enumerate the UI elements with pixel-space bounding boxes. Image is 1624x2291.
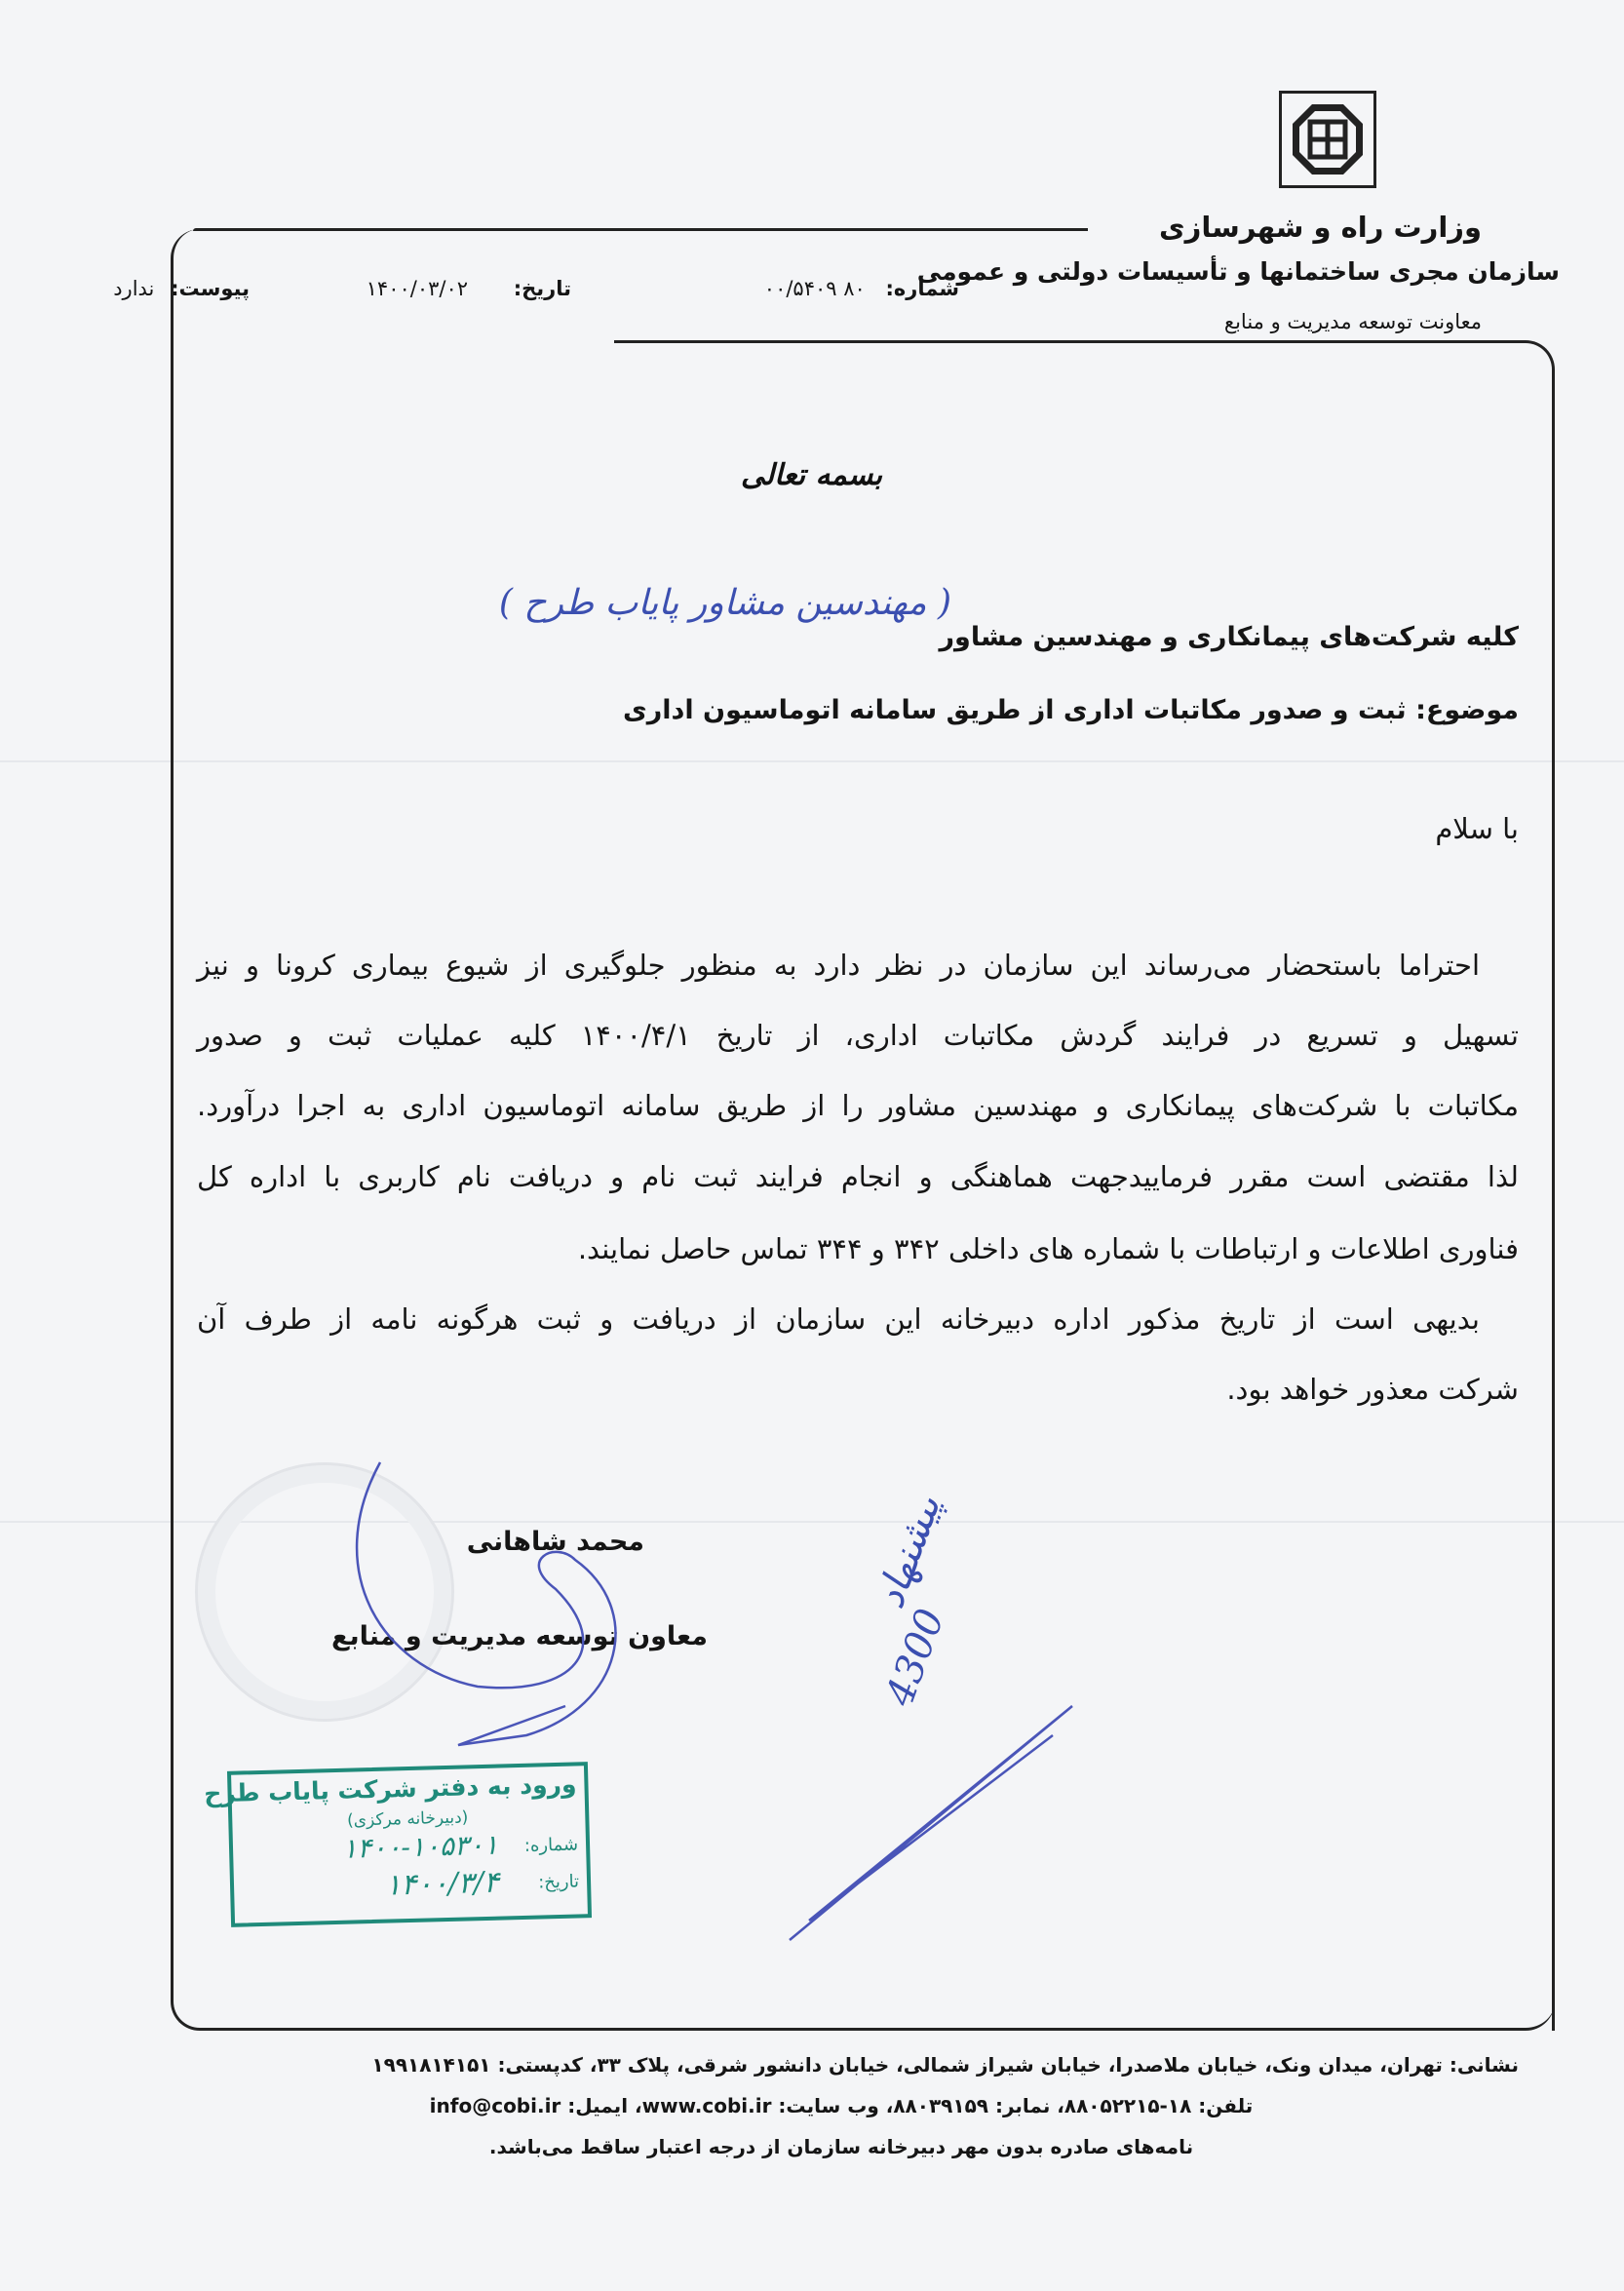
department-name: معاونت توسعه مدیریت و منابع [1223, 310, 1482, 333]
body-line: تسهیل و تسریع در فرایند گردش مکاتبات اداری، از تاریخ ۱۴۰۰/۴/۱ کلیه عملیات ثبت و صدور [197, 1019, 1519, 1052]
date-value: ۱۴۰۰/۰۳/۰۲ [366, 277, 469, 300]
body-line: لذا مقتضی است مقرر فرمایید‌جهت هماهنگی و انجام فرایند ثبت نام و دریافت نام کاربری با اداره کل [197, 1160, 1519, 1193]
greeting: با سلام [1435, 812, 1519, 845]
handwritten-number: 4300 [877, 1603, 954, 1712]
signatory-title: معاون توسعه مدیریت و منابع [331, 1621, 708, 1651]
stamp-title: ورود به دفتر شرکت پایاب طرح [203, 1769, 577, 1808]
footer-address: نشانی: تهران، میدان ونک، خیابان ملاصدرا، خیابان شیراز شمالی، خیابان دانشور شرقی، پلاک ۳۳، کدپستی: ۱۹۹۱۸۱۴۱۵۱ [371, 2053, 1519, 2077]
body-line: احتراما باستحضار می‌رساند این سازمان در نظر دارد به منظور جلوگیری از شیوع بیماری کرونا و نیز [197, 949, 1480, 982]
handwritten-note: پیشنهاد [868, 1489, 950, 1614]
signature-scribble [322, 1453, 741, 1755]
signatory-name: محمد شاهانی [466, 1527, 644, 1557]
organization-name: سازمان مجری ساختمانها و تأسیسات دولتی و عمومی [916, 257, 1560, 286]
attachment-value: ندارد [113, 277, 155, 300]
footer-notice: نامه‌های صادره بدون مهر دبیرخانه سازمان از درجه اعتبار ساقط می‌باشد. [488, 2135, 1194, 2158]
letter-number [764, 277, 959, 300]
recipient: کلیه شرکت‌های پیمانکاری و مهندسین مشاور [939, 622, 1519, 652]
ministry-name: وزارت راه و شهرسازی [1159, 211, 1482, 244]
recipient-handwritten: ( مهندسین مشاور پایاب طرح ) [498, 583, 951, 623]
stamp-date-label: تاریخ: [537, 1871, 580, 1893]
invocation: بسمه تعالی [741, 458, 883, 492]
subject: موضوع: ثبت و صدور مکاتبات اداری از طریق سامانه اتوماسیون اداری [622, 695, 1519, 725]
body-line: بدیهی است از تاریخ مذکور اداره دبیرخانه این سازمان از دریافت و ثبت هرگونه نامه از طرف آن [197, 1302, 1480, 1336]
stamp-number-value: ۱۴۰۰-۱۰۵۳۰۱ [341, 1828, 499, 1865]
pen-stroke [780, 1696, 1082, 1950]
attachment-label: پیوست: [171, 277, 250, 300]
body-line: مکاتبات با شرکت‌های پیمانکاری و مهندسین مشاور را از طریق سامانه اتوماسیون اداری به اجرا درآورد. [197, 1089, 1519, 1122]
received-stamp [203, 1762, 592, 1927]
body-line: فناوری اطلاعات و ارتباطات با شماره های داخلی ۳۴۲ و ۳۴۴ تماس حاصل نمایند. [577, 1232, 1519, 1265]
stamp-date-value: ۱۴۰۰/۳/۴ [384, 1865, 500, 1903]
footer-contact: تلفن: ۱۸-۸۸۰۵۲۲۱۵، نمابر: ۸۸۰۳۹۱۵۹، وب سایت: www.cobi.ir، ایمیل: info@cobi.ir [429, 2094, 1254, 2117]
number-value: ۸۰ ۰۰/۵۴۰۹ [763, 277, 866, 300]
date-label: تاریخ: [513, 277, 571, 300]
body-line: شرکت معذور خواهد بود. [1226, 1373, 1519, 1406]
number-label: شماره: [885, 277, 959, 300]
ministry-emblem-icon [1279, 91, 1376, 188]
stamp-number-label: شماره: [523, 1834, 579, 1856]
letter-date [367, 277, 571, 300]
letter-attachment [113, 277, 250, 300]
stamp-subtitle: (دبیرخانه مرکزی) [346, 1807, 469, 1831]
